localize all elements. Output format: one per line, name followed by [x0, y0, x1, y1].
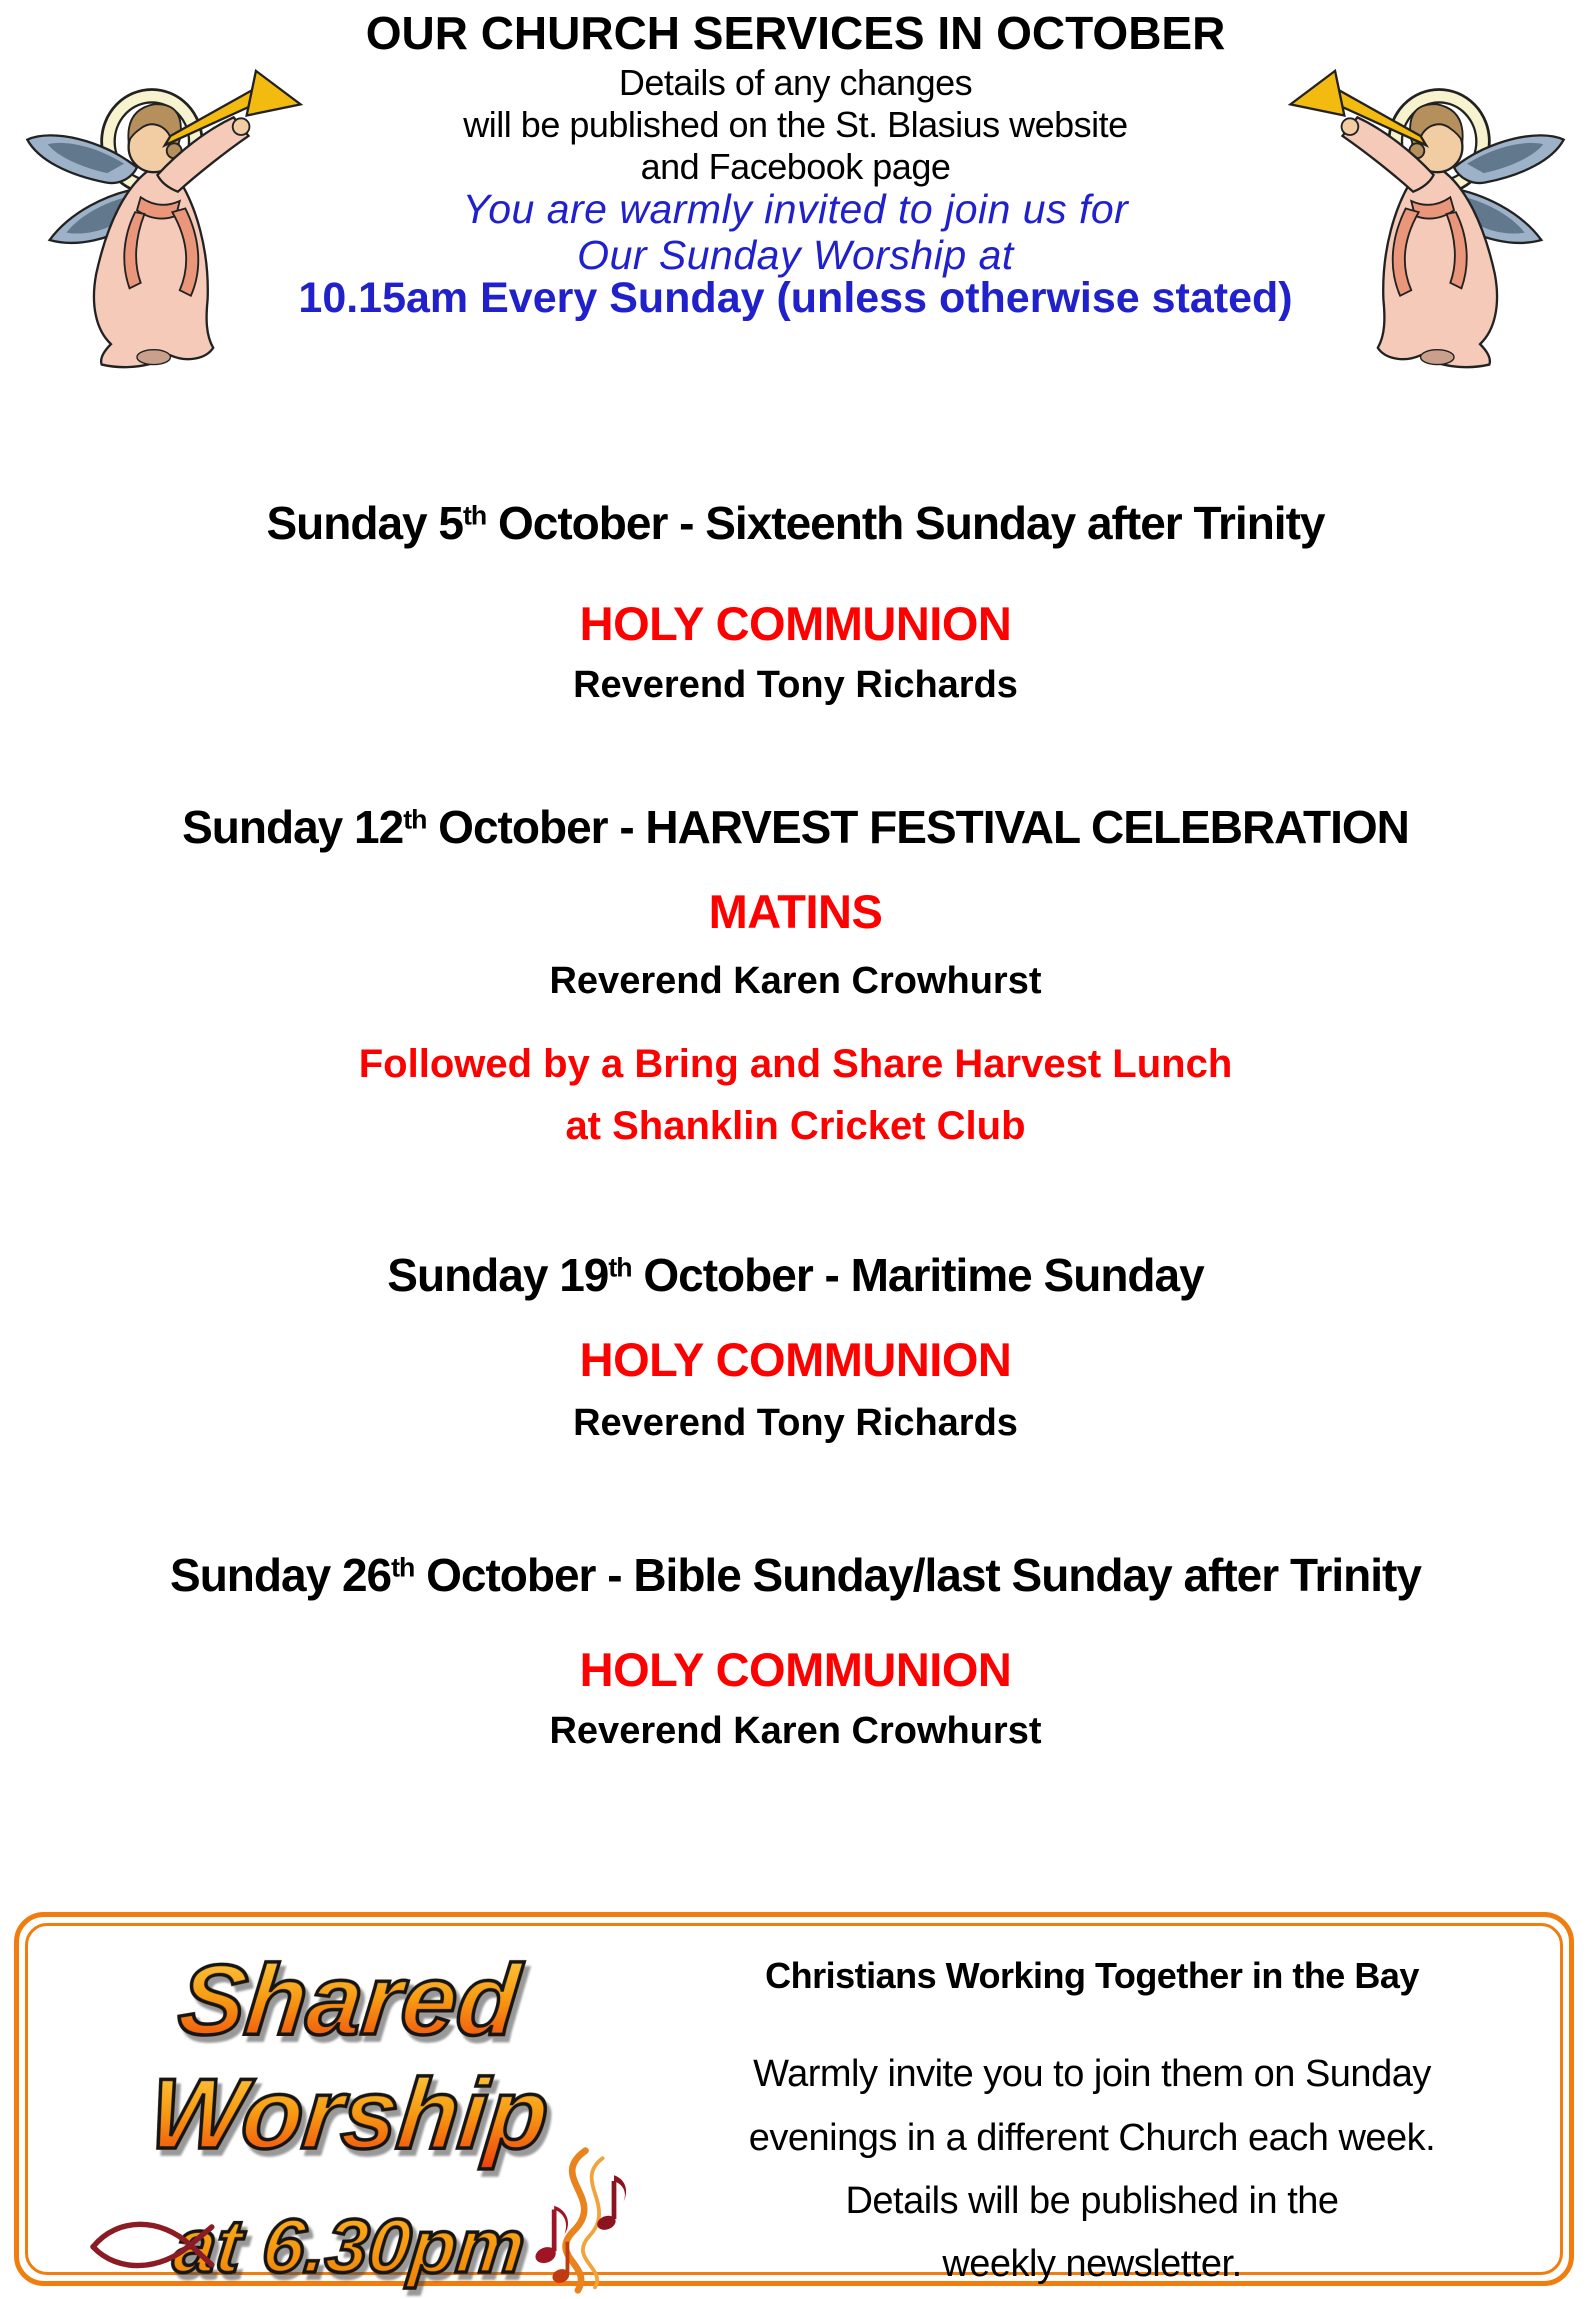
service-4-type: HOLY COMMUNION	[579, 1643, 1012, 1696]
cwt-body-line-4: weekly newsletter.	[942, 2243, 1242, 2285]
shared-worship-box	[14, 1912, 1574, 2289]
shared-worship-wordart-line2: Worship	[33, 2057, 665, 2172]
details-line-2: will be published on the St. Blasius website	[463, 104, 1128, 145]
cwt-body-line-2: evenings in a different Church each week.	[748, 2117, 1436, 2159]
service-3-minister: Reverend Tony Richards	[573, 1402, 1018, 1444]
service-3-date-heading	[0, 1248, 1591, 1302]
cwt-body-line-3: Details will be published in the	[845, 2180, 1339, 2222]
cwt-heading: Christians Working Together in the Bay	[765, 1955, 1419, 1996]
invite-line-1: You are warmly invited to join us for	[462, 186, 1129, 232]
shared-worship-wordart-line1: Shared	[53, 1943, 645, 2058]
service-1-type: HOLY COMMUNION	[579, 597, 1012, 650]
service-2-type: MATINS	[708, 885, 883, 938]
service-2-day: Sunday 12	[182, 801, 404, 853]
service-2-rest: October - HARVEST FESTIVAL CELEBRATION	[426, 801, 1409, 853]
service-3-rest: October - Maritime Sunday	[631, 1249, 1204, 1301]
shared-worship-time-wordart: at 6.30pm	[169, 2204, 530, 2289]
service-4-date-heading	[0, 1548, 1591, 1602]
service-4-minister: Reverend Karen Crowhurst	[549, 1710, 1042, 1752]
service-4-rest: October - Bible Sunday/last Sunday after Trinity	[414, 1549, 1421, 1601]
harvest-lunch-note-1: Followed by a Bring and Share Harvest Lunch	[358, 1042, 1233, 1086]
ichthys-fish-icon	[79, 2209, 224, 2281]
service-1-date-heading	[0, 496, 1591, 550]
ordinal-suffix: th	[463, 500, 487, 531]
ordinal-suffix: th	[403, 804, 427, 835]
service-2-date-heading	[0, 800, 1591, 854]
service-2-minister: Reverend Karen Crowhurst	[549, 960, 1042, 1002]
service-1-day: Sunday 5	[266, 497, 464, 549]
service-3-day: Sunday 19	[387, 1249, 609, 1301]
harvest-lunch-note-2: at Shanklin Cricket Club	[565, 1104, 1026, 1148]
ordinal-suffix: th	[391, 1552, 415, 1583]
music-notes-icon	[517, 2143, 635, 2295]
service-time-line: 10.15am Every Sunday (unless otherwise stated)	[298, 274, 1293, 322]
service-1-rest: October - Sixteenth Sunday after Trinity	[486, 497, 1325, 549]
service-3-type: HOLY COMMUNION	[579, 1333, 1012, 1386]
invite-line-2: Our Sunday Worship at	[577, 232, 1014, 278]
cwt-body-line-1: Warmly invite you to join them on Sunday	[753, 2053, 1431, 2095]
details-line-3: and Facebook page	[640, 146, 951, 187]
service-4-day: Sunday 26	[170, 1549, 392, 1601]
page-title: OUR CHURCH SERVICES IN OCTOBER	[365, 7, 1226, 59]
details-line-1: Details of any changes	[618, 62, 973, 103]
service-1-minister: Reverend Tony Richards	[573, 664, 1018, 706]
ordinal-suffix: th	[608, 1252, 632, 1283]
